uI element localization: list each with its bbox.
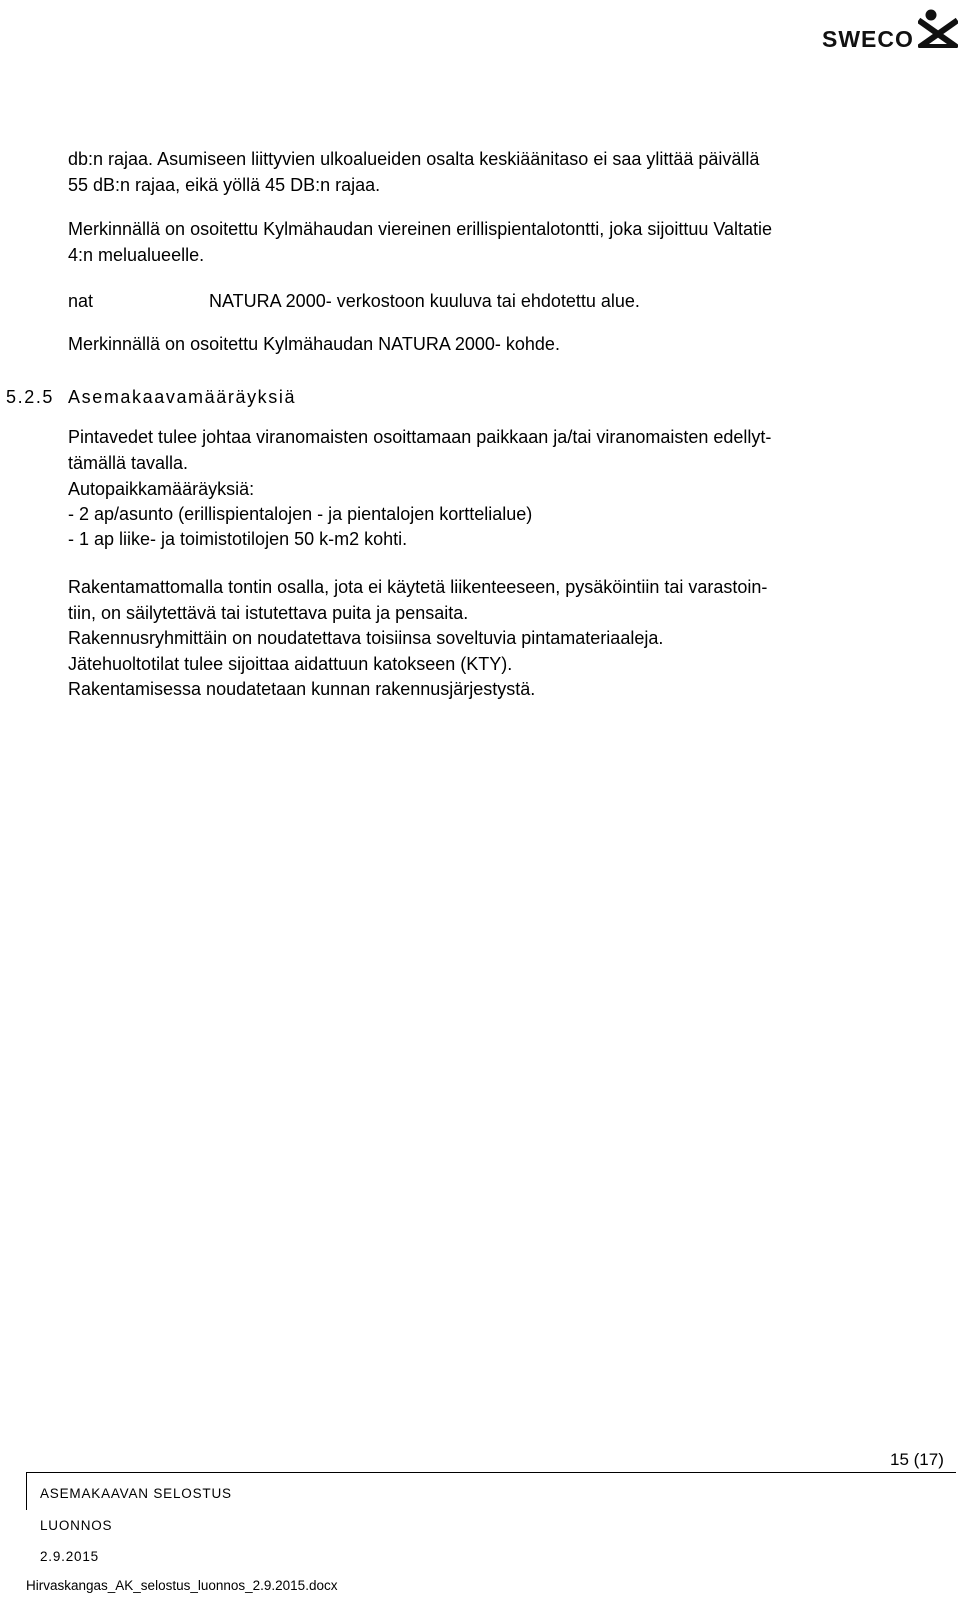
nat-description: NATURA 2000- verkostoon kuuluva tai ehdotettu alue. — [209, 291, 640, 311]
section-line: - 1 ap liike- ja toimistotilojen 50 k-m2 kohti. — [68, 529, 408, 549]
footer-date: 2.9.2015 — [40, 1549, 99, 1564]
body-line: 55 dB:n rajaa, eikä yöllä 45 DB:n rajaa. — [68, 175, 381, 195]
body-line: db:n rajaa. Asumiseen liittyvien ulkoalueiden osalta keskiäänitaso ei saa ylittää päivällä — [68, 149, 760, 169]
section-title: Asemakaavamääräyksiä — [68, 387, 297, 407]
section-number: 5.2.5 — [6, 387, 55, 407]
nat-label: nat — [68, 291, 94, 311]
section-line: Rakennusryhmittäin on noudatettava toisiinsa soveltuvia pintamateriaaleja. — [68, 628, 664, 648]
section-line: Jätehuoltotilat tulee sijoittaa aidattuun katokseen (KTY). — [68, 654, 513, 674]
section-line: Rakentamisessa noudatetaan kunnan rakennusjärjestystä. — [68, 679, 536, 699]
section-line: Pintavedet tulee johtaa viranomaisten osoittamaan paikkaan ja/tai viranomaisten edellyt- — [68, 427, 772, 447]
natura-note: Merkinnällä on osoitettu Kylmähaudan NATURA 2000- kohde. — [68, 334, 560, 354]
logo-text: SWECO — [822, 26, 914, 52]
sweco-logo-mark-icon — [918, 8, 958, 48]
footer-doc-title: ASEMAKAAVAN SELOSTUS — [40, 1486, 232, 1501]
footer-divider — [26, 1472, 956, 1473]
section-line: tiin, on säilytettävä tai istutettava puita ja pensaita. — [68, 603, 469, 623]
section-line: - 2 ap/asunto (erillispientalojen - ja pientalojen korttelialue) — [68, 504, 533, 524]
section-line: Autopaikkamääräyksiä: — [68, 479, 255, 499]
page-number: 15 (17) — [890, 1450, 944, 1469]
body-line: 4:n melualueelle. — [68, 245, 205, 265]
section-line: Rakentamattomalla tontin osalla, jota ei käytetä liikenteeseen, pysäköintiin tai varastoin- — [68, 577, 768, 597]
footer-divider-tick — [26, 1472, 27, 1510]
footer-status: LUONNOS — [40, 1518, 113, 1533]
footer-filename: Hirvaskangas_AK_selostus_luonnos_2.9.2015.docx — [26, 1578, 338, 1593]
section-line: tämällä tavalla. — [68, 453, 189, 473]
body-line: Merkinnällä on osoitettu Kylmähaudan viereinen erillispientalotontti, joka sijoittuu Valtatie — [68, 219, 773, 239]
sweco-logo — [822, 8, 960, 54]
